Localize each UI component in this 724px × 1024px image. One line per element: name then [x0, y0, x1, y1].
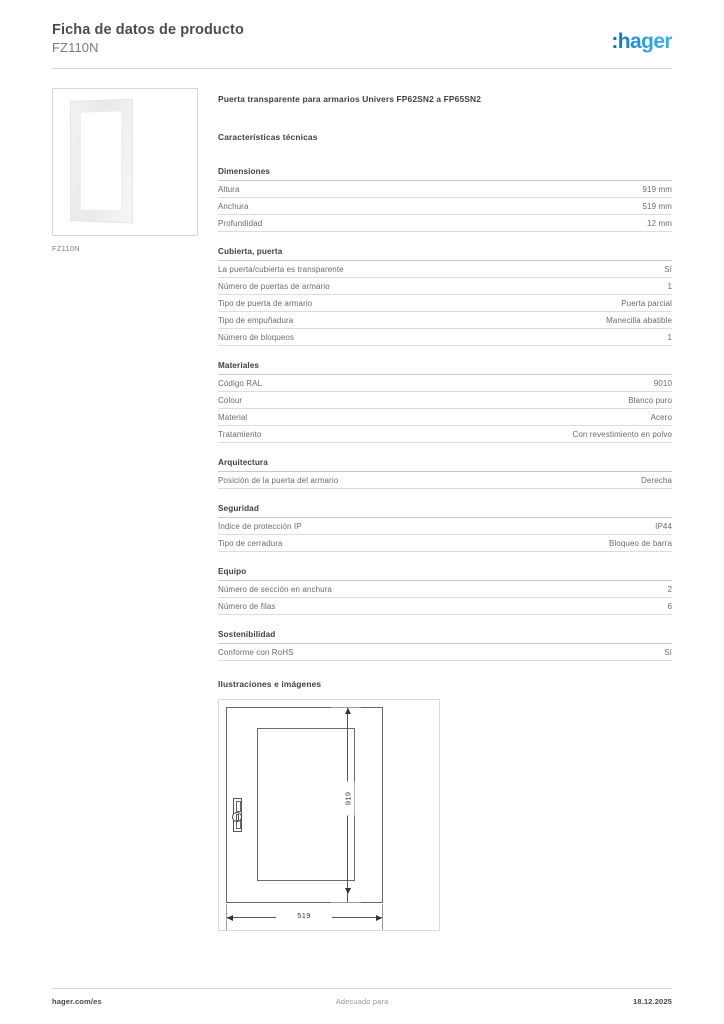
spec-row-label: Material	[218, 413, 248, 422]
spec-group-title: Seguridad	[218, 504, 672, 518]
spec-group-title: Dimensiones	[218, 167, 672, 181]
spec-row-label: Posición de la puerta del armario	[218, 476, 339, 485]
spec-row-label: Conforme con RoHS	[218, 648, 294, 657]
spec-group	[218, 247, 672, 346]
footer-divider	[52, 988, 672, 989]
spec-group-title: Sostenibilidad	[218, 630, 672, 644]
spec-row-value: 12 mm	[647, 219, 672, 228]
spec-row-value: Bloqueo de barra	[609, 539, 672, 548]
dimension-height-arrow-top	[345, 708, 351, 714]
header-divider	[52, 68, 672, 69]
spec-groups	[218, 167, 672, 661]
spec-row	[218, 409, 672, 426]
spec-row	[218, 598, 672, 615]
spec-row-label: Número de filas	[218, 602, 276, 611]
product-image-frame	[52, 88, 198, 236]
page-title: Ficha de datos de producto	[52, 22, 244, 38]
dimension-height-tick-bottom	[331, 902, 361, 903]
spec-row-value: 6	[667, 602, 672, 611]
spec-row-label: Colour	[218, 396, 243, 405]
spec-group	[218, 361, 672, 443]
spec-row	[218, 312, 672, 329]
spec-row-label: Tipo de cerradura	[218, 539, 283, 548]
spec-row-value: IP44	[655, 522, 672, 531]
spec-row-value: 1	[667, 282, 672, 291]
spec-row-value: Sí	[664, 265, 672, 274]
spec-row-label: Código RAL	[218, 379, 263, 388]
dimension-width-arrow-right	[376, 915, 382, 921]
spec-row	[218, 581, 672, 598]
hager-logo: :hager	[611, 30, 672, 53]
spec-row-value: Blanco puro	[628, 396, 672, 405]
spec-row-value: Sí	[664, 648, 672, 657]
spec-row-label: Número de sección en anchura	[218, 585, 332, 594]
spec-group	[218, 458, 672, 489]
spec-row-label: Índice de protección IP	[218, 522, 302, 531]
drawing-handle-upper-segment	[236, 801, 241, 812]
spec-group	[218, 630, 672, 661]
footer-suitable-for: Adecuado para	[335, 997, 389, 1006]
dimension-width-arrow-left	[227, 915, 233, 921]
spec-content	[218, 94, 672, 931]
product-description: Puerta transparente para armarios Univers FP62SN2 a FP65SN2	[218, 94, 482, 104]
spec-group-title: Equipo	[218, 567, 672, 581]
spec-row	[218, 198, 672, 215]
drawing-window-panel	[257, 728, 355, 881]
spec-row-label: Anchura	[218, 202, 249, 211]
spec-row-label: Número de bloqueos	[218, 333, 295, 342]
product-image-caption: FZ110N	[52, 244, 80, 253]
spec-row	[218, 472, 672, 489]
spec-row	[218, 535, 672, 552]
spec-row-value: 1	[667, 333, 672, 342]
dimension-height-arrow-bottom	[345, 888, 351, 894]
spec-group-title: Materiales	[218, 361, 672, 375]
spec-row-value: Puerta parcial	[621, 299, 672, 308]
footer-date: 18.12.2025	[632, 997, 672, 1006]
spec-group	[218, 504, 672, 552]
dimension-height-label: 919	[342, 782, 355, 816]
spec-row-label: Tratamiento	[218, 430, 262, 439]
spec-row	[218, 215, 672, 232]
spec-row-label: La puerta/cubierta es transparente	[218, 265, 344, 274]
spec-row-value: 9010	[653, 379, 672, 388]
spec-group-title: Arquitectura	[218, 458, 672, 472]
spec-group-title: Cubierta, puerta	[218, 247, 672, 261]
spec-row	[218, 644, 672, 661]
spec-row	[218, 261, 672, 278]
spec-row	[218, 278, 672, 295]
spec-row-value: Acero	[650, 413, 672, 422]
spec-row	[218, 392, 672, 409]
spec-row-label: Altura	[218, 185, 240, 194]
drawing-door-outline	[226, 707, 383, 903]
footer-website[interactable]: hager.com/es	[52, 997, 102, 1006]
spec-row	[218, 518, 672, 535]
transparent-door-image	[70, 99, 133, 224]
dimension-width-tick-right	[382, 904, 383, 930]
spec-row	[218, 375, 672, 392]
spec-group	[218, 167, 672, 232]
spec-row-value: 919 mm	[642, 185, 672, 194]
spec-row	[218, 329, 672, 346]
spec-row-value: Con revestimiento en polvo	[572, 430, 672, 439]
spec-row	[218, 426, 672, 443]
spec-group	[218, 567, 672, 615]
page-header	[52, 22, 672, 68]
spec-row-label: Número de puertas de armario	[218, 282, 330, 291]
technical-drawing	[218, 699, 440, 931]
technical-characteristics-heading: Características técnicas	[218, 132, 318, 142]
product-image-block	[52, 88, 200, 253]
product-reference: FZ110N	[52, 40, 99, 55]
spec-row-label: Profundidad	[218, 219, 263, 228]
dimension-width-label: 519	[276, 910, 332, 921]
spec-row-label: Tipo de puerta de armario	[218, 299, 313, 308]
spec-row-value: 519 mm	[642, 202, 672, 211]
page-footer	[52, 997, 672, 1011]
illustrations-heading: Ilustraciones e imágenes	[218, 679, 322, 689]
spec-row-label: Tipo de empuñadura	[218, 316, 294, 325]
spec-row-value: Manecilla abatible	[606, 316, 672, 325]
spec-row	[218, 181, 672, 198]
spec-row-value: 2	[667, 585, 672, 594]
drawing-lock-bar	[236, 814, 239, 821]
spec-row	[218, 295, 672, 312]
spec-row-value: Derecha	[641, 476, 672, 485]
